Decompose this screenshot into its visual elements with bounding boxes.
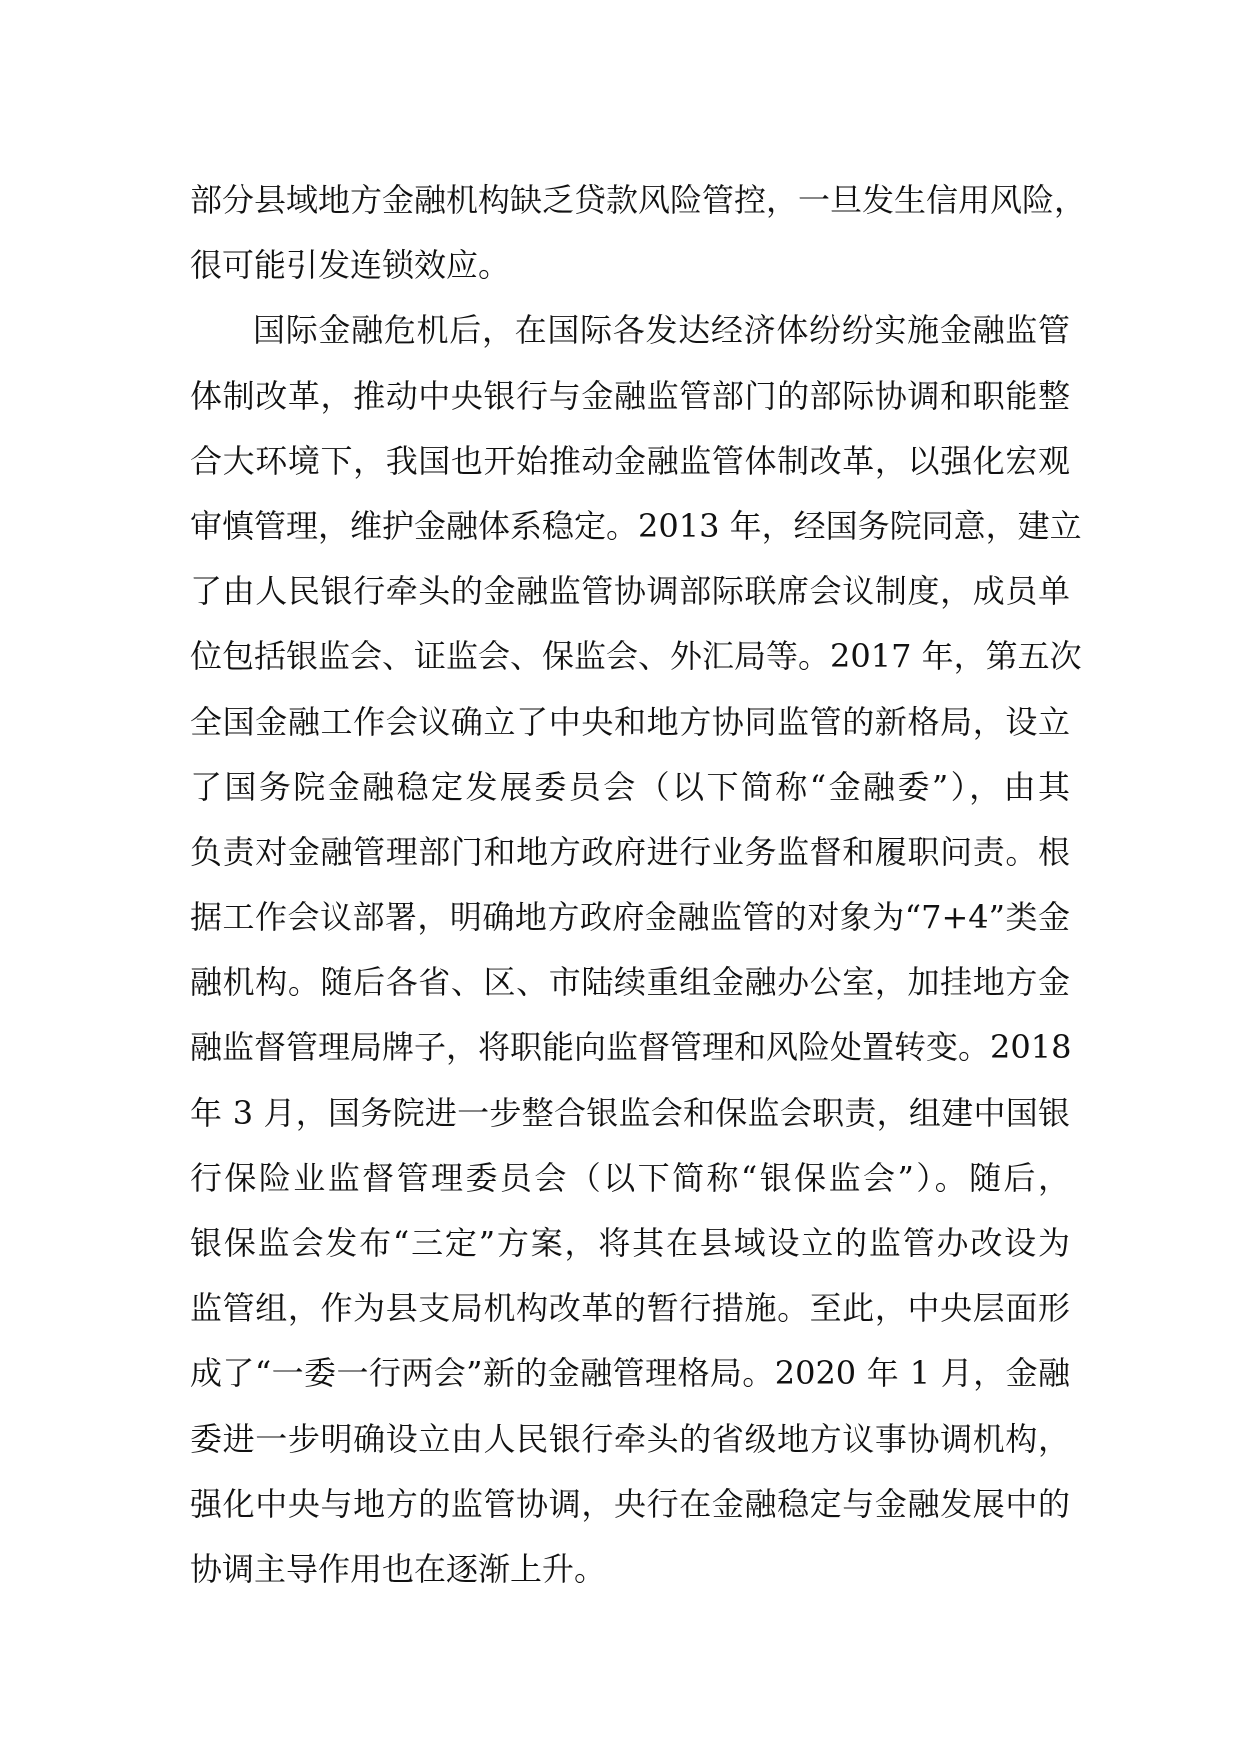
text-line: 行保险业监督管理委员会（以下简称“银保监会”）。随后，	[190, 1158, 1070, 1197]
text-line: 银保监会发布“三定”方案，将其在县域设立的监管办改设为	[190, 1224, 1070, 1262]
paragraph-2	[190, 298, 1082, 1602]
text-line: 体制改革，推动中央银行与金融监管部门的部际协调和职能整	[190, 376, 1070, 415]
text-line: 年 3 月，国务院进一步整合银监会和保监会职责，组建中国银	[190, 1093, 1070, 1132]
text-line: 合大环境下，我国也开始推动金融监管体制改革，以强化宏观	[190, 441, 1070, 480]
text-line: 审慎管理，维护金融体系稳定。2013 年，经国务院同意，建立	[190, 506, 1082, 545]
text-line: 融监督管理局牌子，将职能向监督管理和风险处置转变。2018	[190, 1028, 1072, 1067]
text-line: 融机构。随后各省、区、市陆续重组金融办公室，加挂地方金	[190, 963, 1070, 1002]
text-line: 位包括银监会、证监会、保监会、外汇局等。2017 年，第五次	[190, 637, 1082, 676]
text-line: 强化中央与地方的监管协调，央行在金融稳定与金融发展中的	[190, 1484, 1070, 1523]
text-line: 成了“一委一行两会”新的金融管理格局。2020 年 1 月，金融	[190, 1354, 1070, 1393]
text-line: 委进一步明确设立由人民银行牵头的省级地方议事协调机构，	[190, 1419, 1070, 1458]
text-line: 了国务院金融稳定发展委员会（以下简称“金融委”），由其	[190, 767, 1070, 806]
text-line: 国际金融危机后，在国际各发达经济体纷纷实施金融监管	[253, 311, 1070, 350]
text-line: 监管组，作为县支局机构改革的暂行措施。至此，中央层面形	[190, 1289, 1070, 1328]
body-text	[190, 168, 1087, 1602]
text-line: 负责对金融管理部门和地方政府进行业务监督和履职问责。根	[190, 832, 1070, 871]
text-line: 很可能引发连锁效应。	[190, 246, 511, 285]
text-line: 全国金融工作会议确立了中央和地方协同监管的新格局，设立	[190, 702, 1070, 741]
text-line: 了由人民银行牵头的金融监管协调部际联席会议制度，成员单	[190, 572, 1070, 611]
text-line: 协调主导作用也在逐渐上升。	[190, 1549, 607, 1588]
text-line: 据工作会议部署，明确地方政府金融监管的对象为“7+4”类金	[190, 898, 1070, 937]
text-line: 部分县域地方金融机构缺乏贷款风险管控，一旦发生信用风险，	[190, 181, 1087, 219]
paragraph-1	[190, 168, 1087, 298]
